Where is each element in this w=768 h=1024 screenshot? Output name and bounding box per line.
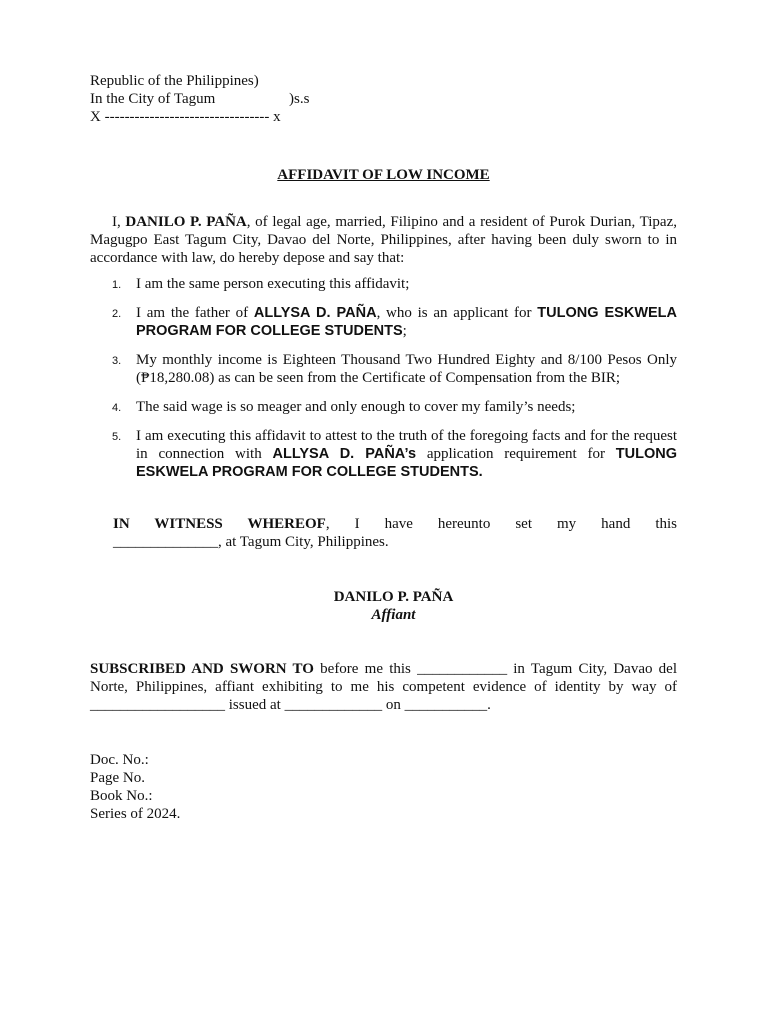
affiant-name-text: DANILO P. PAÑA bbox=[333, 589, 454, 605]
notarial-register-info bbox=[90, 751, 677, 823]
item-number: 1. bbox=[112, 279, 122, 291]
applicant-name: ALLYSA D. PAÑA bbox=[253, 305, 377, 321]
jurat-heading: SUBSCRIBED AND SWORN TO bbox=[90, 661, 314, 677]
venue-republic: Republic of the Philippines) bbox=[90, 73, 259, 89]
list-item bbox=[90, 304, 677, 340]
affiant-name bbox=[110, 588, 677, 606]
page-number: Page No. bbox=[90, 770, 145, 786]
item-text: , who is an applicant for bbox=[376, 305, 538, 321]
list-item bbox=[90, 398, 677, 416]
item-text: ; bbox=[402, 323, 407, 339]
venue-separator: X --------------------------------- x bbox=[90, 109, 281, 125]
item-number: 3. bbox=[112, 355, 122, 367]
document-title: AFFIDAVIT OF LOW INCOME bbox=[277, 167, 490, 183]
item-number: 5. bbox=[112, 431, 122, 443]
list-item bbox=[90, 351, 677, 387]
venue-ss: )s.s bbox=[289, 91, 310, 107]
applicant-name: ALLYSA D. PAÑA’s bbox=[272, 446, 417, 462]
doc-number: Doc. No.: bbox=[90, 752, 149, 768]
witness-clause bbox=[113, 515, 677, 551]
book-number: Book No.: bbox=[90, 788, 153, 804]
jurat-paragraph bbox=[90, 660, 677, 714]
witness-heading: IN WITNESS WHEREOF bbox=[113, 516, 326, 532]
venue-city bbox=[90, 90, 677, 108]
witness-line-2: ______________, at Tagum City, Philippines. bbox=[113, 534, 389, 550]
witness-text: , I have hereunto set my hand this bbox=[325, 516, 677, 532]
affiant-signature-block bbox=[90, 588, 677, 624]
item-text: The said wage is so meager and only enough to cover my family’s needs; bbox=[136, 399, 576, 415]
intro-lead: I, bbox=[112, 214, 126, 230]
intro-rest: , of legal age, married, Filipino and a resident of Purok Durian, Tipaz, Magugpo East Tagum City, Davao del Norte, Philippines, after having been duly sworn to in accordance with law, do hereby depose and say that: bbox=[90, 214, 678, 266]
program-name: TULONG ESKWELA PROGRAM FOR COLLEGE STUDENTS bbox=[136, 305, 678, 339]
list-item bbox=[90, 275, 677, 293]
venue-city-name: In the City of Tagum bbox=[90, 91, 216, 107]
list-item bbox=[90, 427, 677, 481]
item-text: application requirement for bbox=[416, 446, 616, 462]
item-text: I am the same person executing this affidavit; bbox=[136, 276, 410, 292]
item-text: I am the father of bbox=[136, 305, 254, 321]
intro-affiant-name: DANILO P. PAÑA bbox=[125, 214, 247, 230]
affidavit-page bbox=[90, 72, 677, 823]
series-year: Series of 2024. bbox=[90, 806, 181, 822]
venue-header bbox=[90, 72, 677, 126]
item-text: My monthly income is Eighteen Thousand Two Hundred Eighty and 8/100 Pesos Only (₱18,280.08) as can be seen from the Certificate of Compensation from the BIR; bbox=[136, 352, 677, 386]
jurat-text: before me this ____________ in Tagum City, Davao del Norte, Philippines, affiant exhibiting to me his competent evidence of identity by way of __________________ issued at _____________ on ___________. bbox=[90, 661, 677, 713]
affiant-role: Affiant bbox=[371, 607, 416, 623]
intro-paragraph bbox=[90, 213, 677, 267]
program-name: TULONG ESKWELA PROGRAM FOR COLLEGE STUDENTS. bbox=[136, 446, 677, 480]
statement-list bbox=[90, 275, 677, 481]
witness-line-1 bbox=[113, 515, 677, 533]
item-number: 2. bbox=[112, 308, 122, 320]
item-number: 4. bbox=[112, 402, 122, 414]
item-text: I am executing this affidavit to attest to the truth of the foregoing facts and for the request in connection with bbox=[136, 428, 677, 462]
